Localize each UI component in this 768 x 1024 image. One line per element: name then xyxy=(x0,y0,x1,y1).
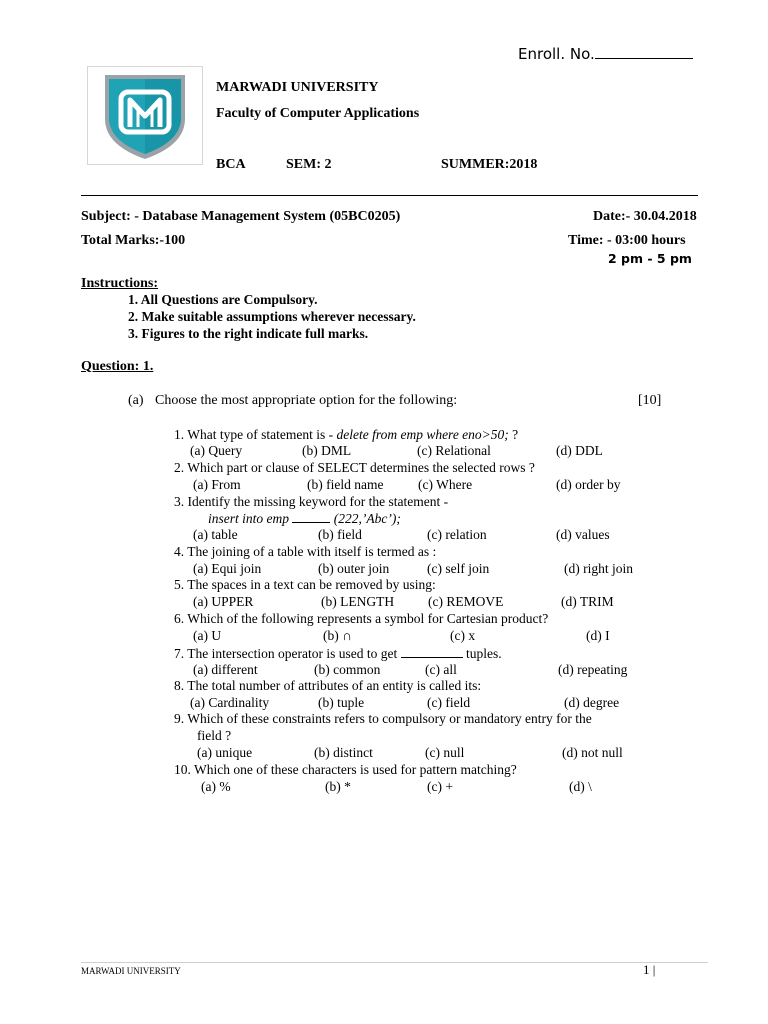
question-heading: Question: 1. xyxy=(81,359,154,374)
instruction-item: 1. All Questions are Compulsory. xyxy=(128,292,318,307)
mcq-option: (b) field xyxy=(318,527,362,542)
mcq-option: (c) REMOVE xyxy=(428,594,504,609)
enroll-label: Enroll. No. xyxy=(518,45,595,63)
faculty-name: Faculty of Computer Applications xyxy=(216,106,420,121)
mcq-stem: 6. Which of the following represents a symbol for Cartesian product? xyxy=(174,611,549,626)
mcq-stem: 1. What type of statement is - delete from emp where eno>50; ? xyxy=(174,427,519,442)
session: SUMMER:2018 xyxy=(441,157,538,172)
enroll-blank xyxy=(595,44,693,59)
mcq-option: (b) common xyxy=(314,662,381,677)
university-logo xyxy=(87,66,203,165)
mcq-option: (c) relation xyxy=(427,527,487,542)
page-number: 1 | xyxy=(643,962,656,977)
mcq-stem-continuation: field ? xyxy=(197,728,232,743)
exam-time: Time: - 03:00 hours xyxy=(568,233,686,248)
mcq-option: (d) values xyxy=(556,527,610,542)
mcq-option: (d) repeating xyxy=(558,662,628,677)
mcq-option: (c) field xyxy=(427,695,471,710)
mcq-option: (d) order by xyxy=(556,477,621,492)
footer-divider xyxy=(81,962,708,963)
mcq-option: (b) DML xyxy=(302,443,352,458)
semester: SEM: 2 xyxy=(286,157,332,172)
mcq-stem: 5. The spaces in a text can be removed by using: xyxy=(174,577,436,592)
mcq-option: (a) From xyxy=(193,477,241,492)
instruction-item: 2. Make suitable assumptions wherever necessary. xyxy=(128,309,416,324)
mcq-stem: 9. Which of these constraints refers to compulsory or mandatory entry for the xyxy=(174,711,592,726)
mcq-stem: 4. The joining of a table with itself is termed as : xyxy=(174,544,437,559)
mcq-option: (c) Where xyxy=(418,477,473,492)
program: BCA xyxy=(216,157,246,172)
exam-date: Date:- 30.04.2018 xyxy=(593,209,697,224)
mcq-stem-continuation: insert into emp (222,’Abc’); xyxy=(208,511,401,526)
mcq-option: (b) outer join xyxy=(318,561,390,576)
mcq-stem: 2. Which part or clause of SELECT determines the selected rows ? xyxy=(174,460,535,475)
mcq-stem: 3. Identify the missing keyword for the statement - xyxy=(174,494,449,509)
footer-university: MARWADI UNIVERSITY xyxy=(81,966,181,976)
mcq-option: (d) right join xyxy=(564,561,633,576)
mcq-stem: 10. Which one of these characters is used for pattern matching? xyxy=(174,762,517,777)
question-part-text: Choose the most appropriate option for the following: xyxy=(155,393,458,408)
mcq-option: (c) Relational xyxy=(417,443,491,458)
total-marks: Total Marks:-100 xyxy=(81,233,186,248)
mcq-option: (a) table xyxy=(193,527,238,542)
mcq-option: (d) \ xyxy=(569,779,592,794)
mcq-option: (c) self join xyxy=(427,561,490,576)
mcq-stem: 7. The intersection operator is used to get tuples. xyxy=(174,646,502,661)
mcq-option: (c) x xyxy=(450,628,476,643)
instruction-item: 3. Figures to the right indicate full marks. xyxy=(128,326,369,341)
shield-logo-icon xyxy=(88,67,202,164)
mcq-option: (b) field name xyxy=(307,477,384,492)
mcq-option: (c) null xyxy=(425,745,465,760)
question-marks: [10] xyxy=(638,393,662,408)
header-divider xyxy=(81,195,698,196)
subject: Subject: - Database Management System (05BC0205) xyxy=(81,209,401,224)
mcq-option: (b) distinct xyxy=(314,745,373,760)
mcq-option: (b) tuple xyxy=(318,695,365,710)
mcq-option: (a) % xyxy=(201,779,231,794)
mcq-option: (d) TRIM xyxy=(561,594,614,609)
enroll-number xyxy=(518,44,693,63)
mcq-option: (b) ∩ xyxy=(323,628,352,643)
mcq-option: (b) * xyxy=(325,779,351,794)
mcq-option: (d) degree xyxy=(564,695,620,710)
mcq-option: (a) UPPER xyxy=(193,594,254,609)
mcq-option: (c) + xyxy=(427,779,453,794)
mcq-option: (d) not null xyxy=(562,745,623,760)
mcq-option: (a) U xyxy=(193,628,222,643)
mcq-option: (a) different xyxy=(193,662,258,677)
mcq-stem: 8. The total number of attributes of an entity is called its: xyxy=(174,678,482,693)
mcq-option: (c) all xyxy=(425,662,457,677)
mcq-option: (a) Query xyxy=(190,443,243,458)
mcq-option: (a) unique xyxy=(197,745,253,760)
university-name: MARWADI UNIVERSITY xyxy=(216,80,379,95)
mcq-option: (a) Cardinality xyxy=(190,695,270,710)
exam-time-slot: 2 pm - 5 pm xyxy=(608,251,692,266)
mcq-option: (d) DDL xyxy=(556,443,603,458)
mcq-option: (b) LENGTH xyxy=(321,594,395,609)
question-part-label: (a) xyxy=(128,393,144,408)
mcq-option: (a) Equi join xyxy=(193,561,262,576)
mcq-option: (d) I xyxy=(586,628,610,643)
instructions-heading: Instructions: xyxy=(81,276,159,291)
